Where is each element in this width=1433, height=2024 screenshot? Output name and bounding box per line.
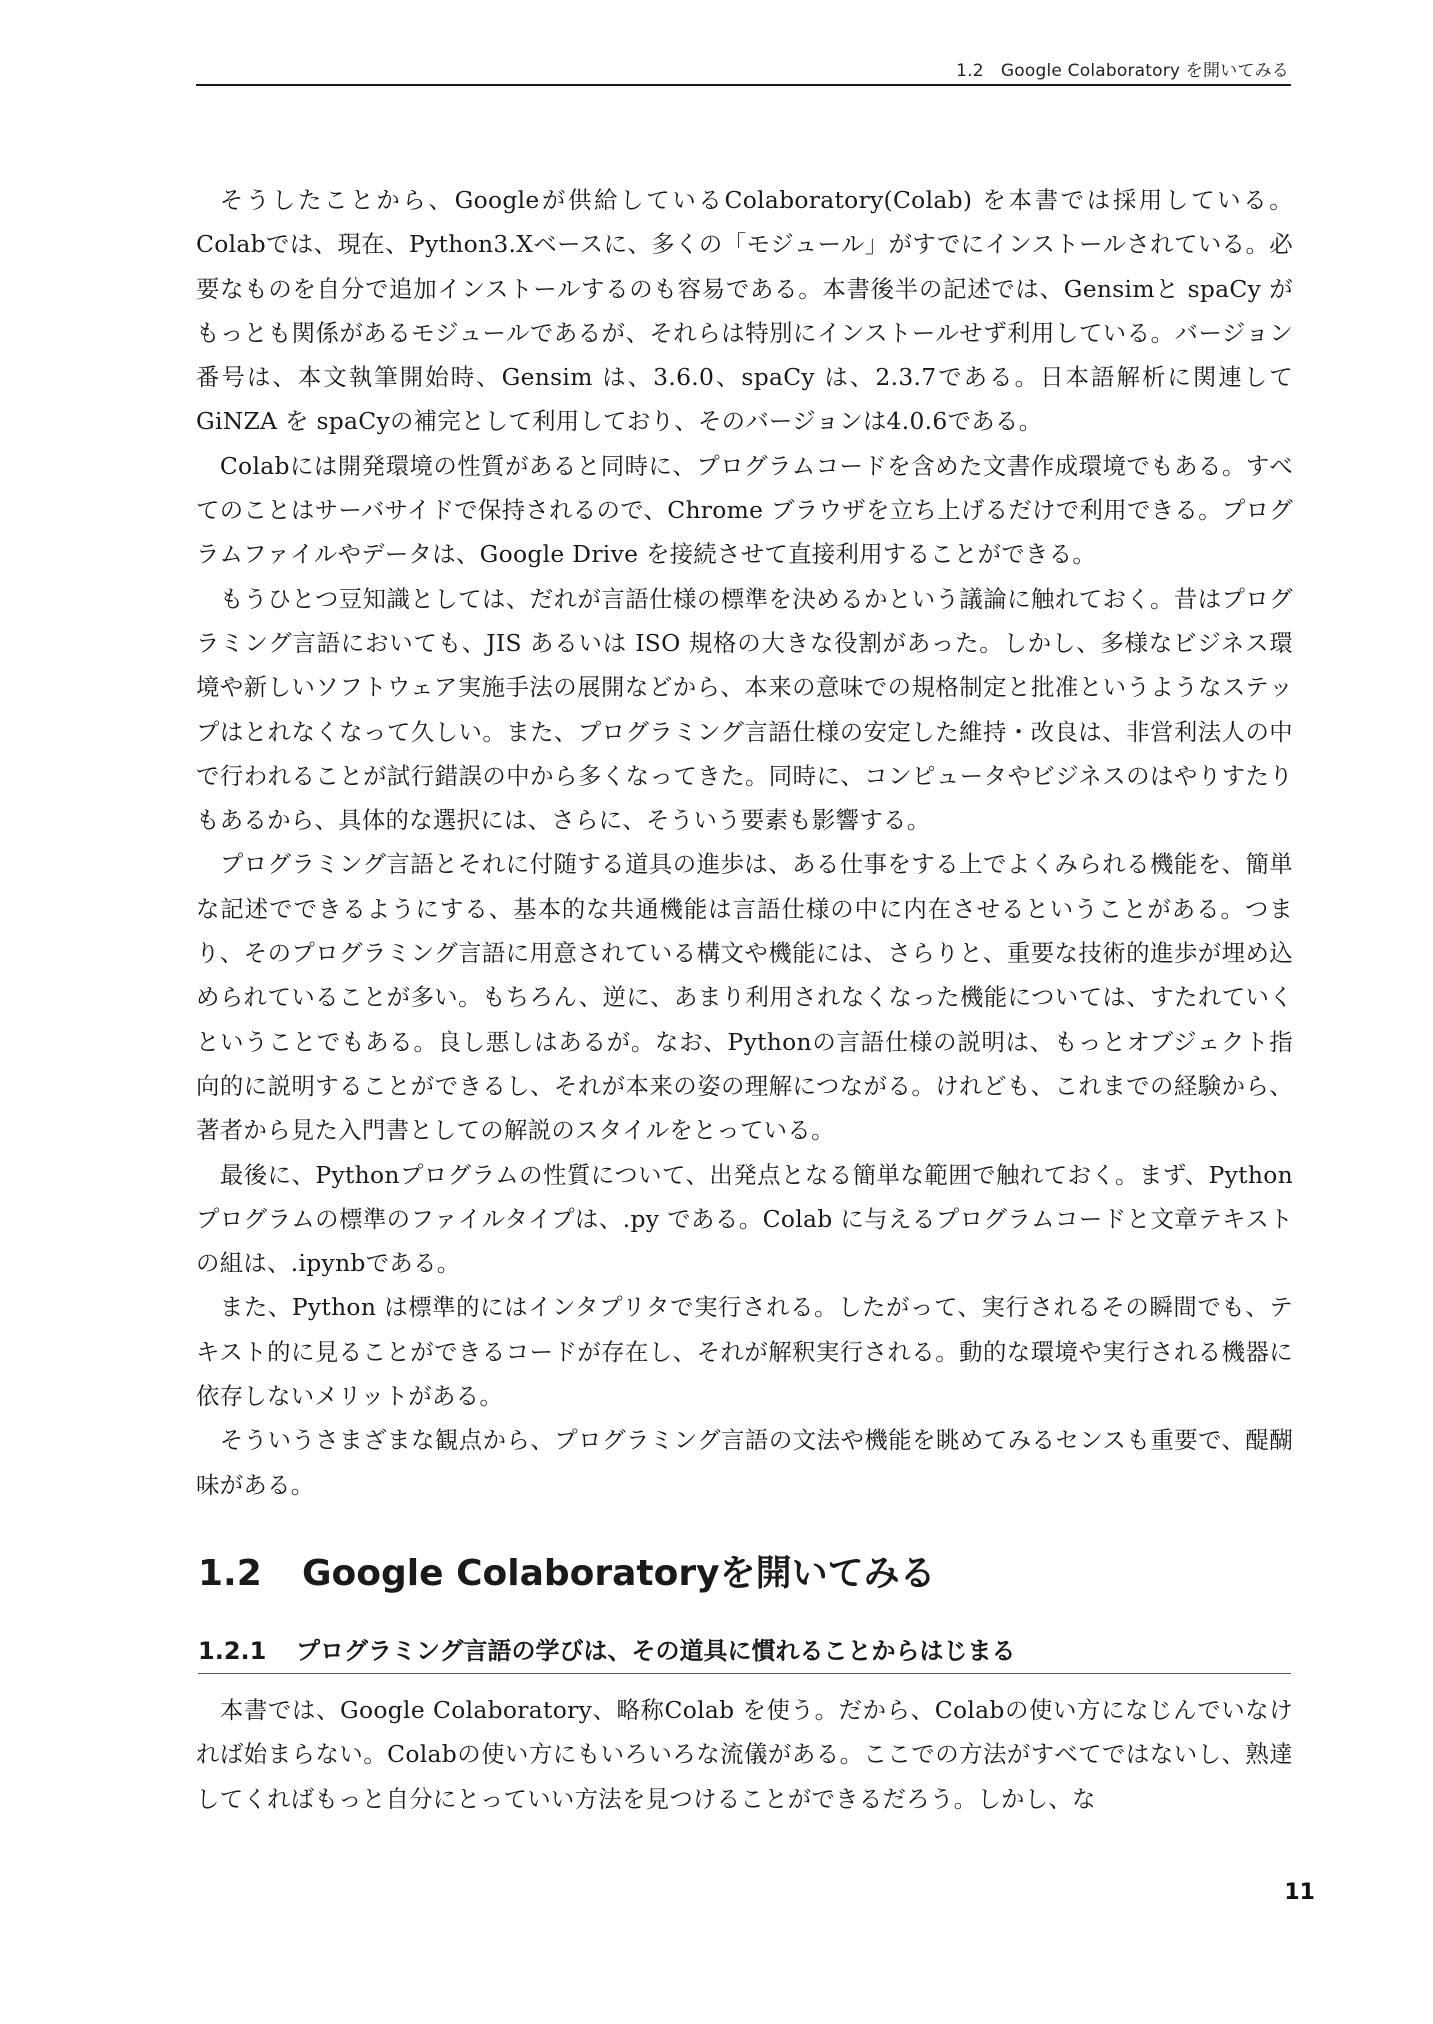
running-head — [196, 50, 1291, 86]
page-number: 11 — [1284, 1880, 1315, 1905]
paragraph: そうしたことから、Googleが供給しているColaboratory(Colab) を本書では採用している。Colabでは、現在、Python3.Xベースに、多くの「モジュール」がすでにインストールされている。必要なものを自分で追加インストールするのも容易である。本書後半の記述では、Gensimと spaCy がもっとも関係があるモジュールであるが、それらは特別にインストールせず利用している。バージョン番号は、本文執筆開始時、Gensim は、3.6.0、spaCy は、2.3.7である。日本語解析に関連してGiNZA を spaCyの補完として利用しており、そのバージョンは4.0.6である。 — [196, 186, 1293, 436]
intro-body — [196, 178, 1293, 1507]
running-head-text: 1.2 Google Colaboratory を開いてみる — [956, 61, 1289, 81]
section-body — [196, 1688, 1293, 1821]
paragraph: また、Python は標準的にはインタプリタで実行される。したがって、実行されるその瞬間でも、テキスト的に見ることができるコードが存在し、それが解釈実行される。動的な環境や実行される機器に依存しないメリットがある。 — [196, 1293, 1293, 1411]
paragraph: 最後に、Pythonプログラムの性質について、出発点となる簡単な範囲で触れておく。まず、Python プログラムの標準のファイルタイプは、.py である。Colab に与えるプログラムコードと文章テキストの組は、.ipynbである。 — [196, 1160, 1293, 1278]
subsection-title: プログラミング言語の学びは、その道具に慣れることからはじまる — [296, 1637, 1016, 1665]
paragraph: 本書では、Google Colaboratory、略称Colab を使う。だから、Colabの使い方になじんでいなければ始まらない。Colabの使い方にもいろいろな流儀がある。ここでの方法がすべてではないし、熟達してくればもっと自分にとっていい方法を見つけることができるだろう。しかし、な — [196, 1696, 1293, 1813]
paragraph: そういうさまざまな観点から、プログラミング言語の文法や機能を眺めてみるセンスも重要で、醍醐味がある。 — [196, 1426, 1293, 1499]
paragraph: Colabには開発環境の性質があると同時に、プログラムコードを含めた文書作成環境でもある。すべてのことはサーバサイドで保持されるので、Chrome ブラウザを立ち上げるだけで利用できる。プログラムファイルやデータは、Google Drive を接続させて直接利用することができる。 — [196, 451, 1293, 569]
paragraph: プログラミング言語とそれに付随する道具の進歩は、ある仕事をする上でよくみられる機能を、簡単な記述でできるようにする、基本的な共通機能は言語仕様の中に内在させるということがある。つまり、そのプログラミング言語に用意されている構文や機能には、さらりと、重要な技術的進歩が埋め込められていることが多い。もちろん、逆に、あまり利用されなくなった機能については、すたれていくということでもある。良し悪しはあるが。なお、Pythonの言語仕様の説明は、もっとオブジェクト指向的に説明することができるし、それが本来の姿の理解につながる。けれども、これまでの経験から、著者から見た入門書としての解説のスタイルをとっている。 — [196, 850, 1293, 1145]
section-title: Google Colaboratoryを開いてみる — [302, 1553, 936, 1594]
paragraph: もうひとつ豆知識としては、だれが言語仕様の標準を決めるかという議論に触れておく。昔はプログラミング言語においても、JIS あるいは ISO 規格の大きな役割があった。しかし、多様なビジネス環境や新しいソフトウェア実施手法の展開などから、本来の意味での規格制定と批准というようなステップはとれなくなって久しい。また、プログラミング言語仕様の安定した維持・改良は、非営利法人の中で行われることが試行錯誤の中から多くなってきた。同時に、コンピュータやビジネスのはやりすたりもあるから、具体的な選択には、さらに、そういう要素も影響する。 — [196, 584, 1293, 835]
section-heading — [198, 1550, 936, 1598]
section-number: 1.2 — [198, 1553, 262, 1594]
subsection-heading — [198, 1633, 1291, 1674]
subsection-number: 1.2.1 — [198, 1637, 267, 1665]
